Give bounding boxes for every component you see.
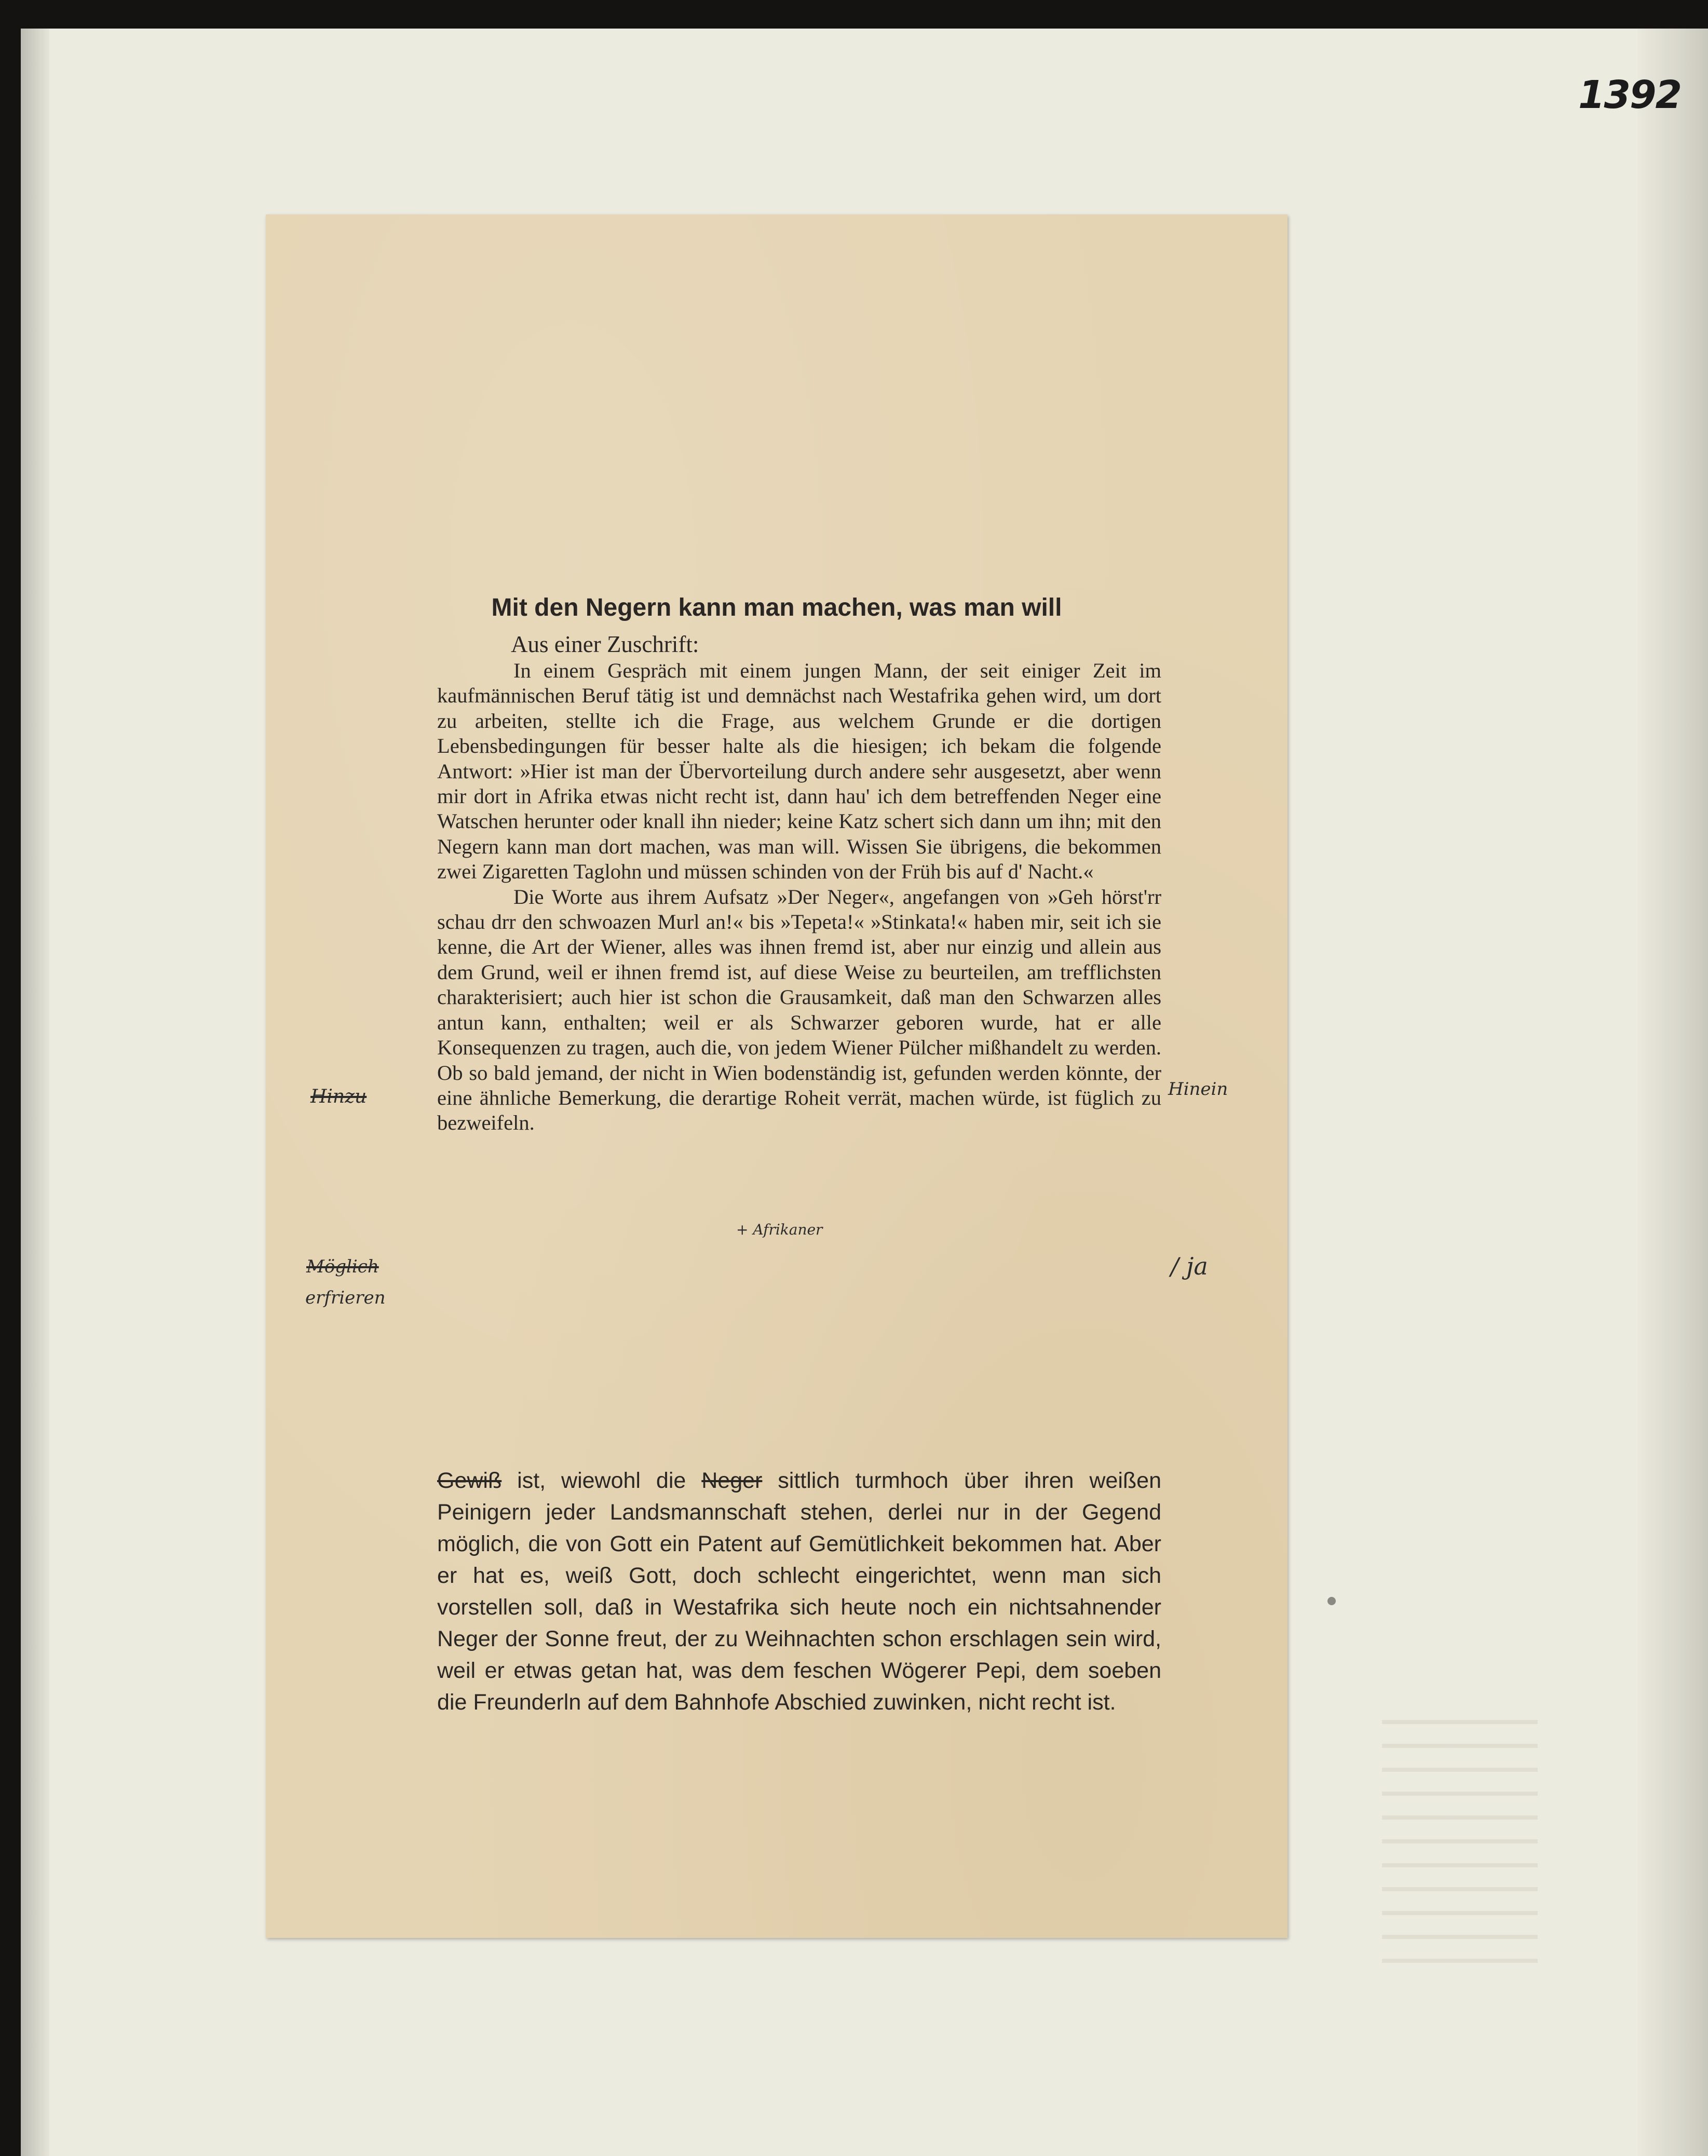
album-page-edge <box>1638 29 1708 2156</box>
article-subhead: Aus einer Zuschrift: <box>511 631 699 657</box>
margin-note-left-1: Hinzu <box>310 1086 367 1107</box>
margin-note-left-2a: Möglich <box>306 1256 379 1277</box>
page-gutter <box>21 29 49 2156</box>
newspaper-clipping <box>266 214 1287 1938</box>
paper-spot <box>1327 1597 1336 1605</box>
margin-note-left-2b: erfrieren <box>305 1287 386 1308</box>
letter-paragraph-2: Die Worte aus ihrem Aufsatz »Der Neger«, angefangen von »Geh hörst'rr schau drr den schwoazen Murl an!« bis »Tepeta!« »Stinkata!« haben mir, seit ich sie kenne, die Art der Wiener, alles was ihnen fremd ist, aber nur einzig und allein aus dem Grund, weil er ihnen fremd ist, auf diese Weise zu beurteilen, am trefflichsten charakterisiert; auch hier ist schon die Grausamkeit, daß man den Schwarzen alles antun kann, enthalten; weil er als Schwarzer geboren wurde, hat er alle Konsequenzen zu tragen, auch die, von jedem Wiener Pülcher mißhandelt zu werden. Ob so bald jemand, der nicht in Wien bodenständig ist, gefunden werden könnte, der eine ähnliche Bemerkung, die derartige Roheit verrät, machen würde, ist füglich zu bezweifeln. <box>437 885 1161 1135</box>
show-through-text <box>1382 1720 1538 1979</box>
struck-word-gewiss: Gewiß <box>437 1468 502 1493</box>
letter-body <box>437 658 1161 1136</box>
insertion-note: + Afrikaner <box>736 1221 823 1238</box>
struck-word-neger: Neger <box>701 1468 763 1493</box>
margin-note-right-1: Hinein <box>1168 1079 1228 1100</box>
margin-note-right-2: / ja <box>1171 1252 1208 1280</box>
closing-paragraph <box>437 1465 1161 1718</box>
closing-text-1: ist, wiewohl die <box>501 1468 702 1493</box>
letter-paragraph-1: In einem Gespräch mit einem jungen Mann, der seit einiger Zeit im kaufmännischen Beruf tätig ist und demnächst nach Westafrika gehen wird, um dort zu arbeiten, stellte ich die Frage, aus welchem Grunde er die dortigen Lebensbedingungen für besser halte als die hiesigen; ich bekam die folgende Antwort: »Hier ist man der Übervorteilung durch andere sehr ausgesetzt, aber wenn mir dort in Afrika etwas nicht recht ist, dann hau' ich dem betreffenden Neger eine Watschen herunter oder knall ihn nieder; keine Katz schert sich dann um ihn; mit den Negern kann man dort machen, was man will. Wissen Sie übrigens, die bekommen zwei Zigaretten Taglohn und müssen schinden von der Früh bis auf d' Nacht.« <box>437 659 1161 884</box>
article-title: Mit den Negern kann man machen, was man will <box>491 594 1062 621</box>
folio-number: 1392 <box>1578 73 1681 117</box>
closing-text-2: sittlich turmhoch über ihren weißen Peinigern jeder Landsmannschaft stehen, derlei nur in der Gegend möglich, die von Gott ein Patent auf Gemütlichkeit bekommen hat. Aber er hat es, weiß Gott, doch schlecht eingerichtet, wenn man sich vorstellen soll, daß in Westafrika sich heute noch ein nichtsahnender Neger der Sonne freut, der zu Weihnachten schon erschlagen sein wird, weil er etwas getan hat, was dem feschen Wögerer Pepi, dem soeben die Freunderln auf dem Bahnhofe Abschied zuwinken, nicht recht ist. <box>437 1468 1161 1715</box>
